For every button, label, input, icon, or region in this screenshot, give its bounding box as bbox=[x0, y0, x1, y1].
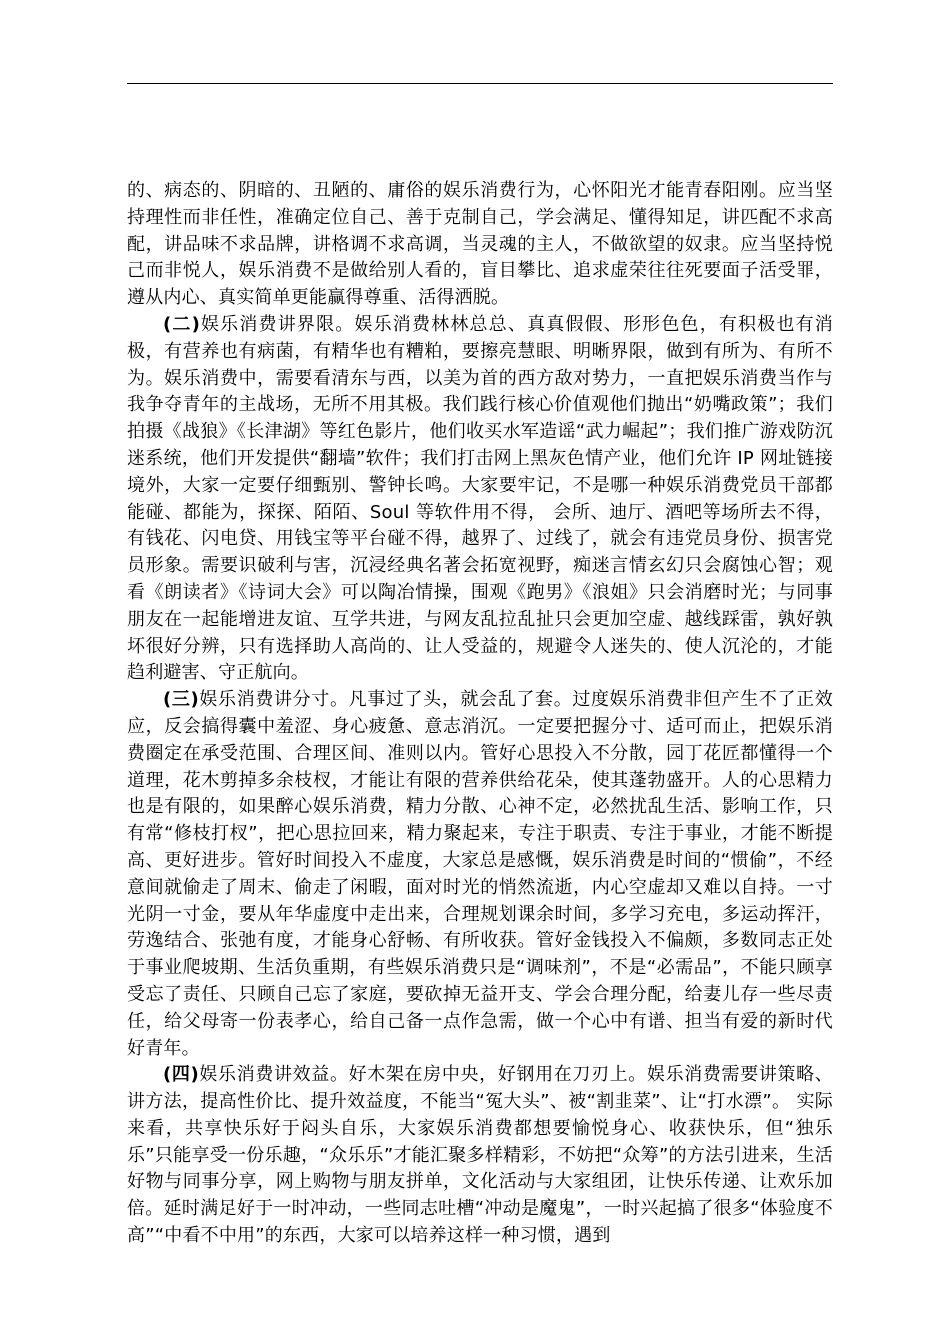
paragraph-4 bbox=[127, 1062, 833, 1250]
document-body bbox=[127, 178, 833, 1250]
paragraph-text: 娱乐消费讲分寸。凡事过了头，就会乱了套。过度娱乐消费非但产生不了正效应，反会搞得囊中羞涩、身心疲惫、意志消沉。一定要把握分寸、适可而止，把娱乐消费圈定在承受范围、合理区间、准则以内。管好心思投入不分散，园丁花匠都懂得一个道理，花木剪掉多余枝杈，才能让有限的营养供给花朵，使其蓬勃盛开。人的心思精力也是有限的，如果醉心娱乐消费，精力分散、心神不定，必然扰乱生活、影响工作，只有常“修枝打杈”，把心思拉回来，精力聚起来，专注于职责、专注于事业，才能不断提高、更好进步。管好时间投入不虚度，大家总是感慨，娱乐消费是时间的“惯偷”，不经意间就偷走了周末、偷走了闲暇，面对时光的悄然流逝，内心空虚却又难以自持。一寸光阴一寸金，要从年华虚度中走出来，合理规划课余时间，多学习充电，多运动挥汗，劳逸结合、张弛有度，才能身心舒畅、有所收获。管好金钱投入不偏颇，多数同志正处于事业爬坡期、生活负重期，有些娱乐消费只是“调味剂”，不是“必需品”，不能只顾享受忘了责任、只顾自己忘了家庭，要砍掉无益开支、学会合理分配，给妻儿存一些尽责任，给父母寄一份表孝心，给自己备一点作急需，做一个心中有谱、担当有爱的新时代好青年。 bbox=[127, 689, 833, 1059]
paragraph-text: 的、病态的、阴暗的、丑陋的、庸俗的娱乐消费行为，心怀阳光才能青春阳刚。应当坚持理性而非任性，准确定位自己、善于克制自己，学会满足、懂得知足，讲匹配不求高配，讲品味不求品牌，讲格调不求高调，当灵魂的主人，不做欲望的奴隶。应当坚持悦己而非悦人，娱乐消费不是做给别人看的，盲目攀比、追求虚荣往往死要面子活受罪，遵从内心、真实简单更能赢得尊重、活得洒脱。 bbox=[127, 180, 833, 309]
paragraph-1 bbox=[127, 178, 833, 312]
section-marker: (二) bbox=[163, 313, 201, 335]
paragraph-text: 娱乐消费讲效益。好木架在房中央，好钢用在刀刃上。娱乐消费需要讲策略、讲方法，提高性价比、提升效益度，不能当“冤大头”、被“割韭菜”、让“打水漂”。 实际来看，共享快乐好于闷头自乐，大家娱乐消费都想要愉悦身心、收获快乐，但“独乐乐”只能享受一份乐趣，“众乐乐”才能汇聚多样精彩，不妨把“众筹”的方法引进来，生活好物与同事分享，网上购物与朋友拼单，文化活动与大家组团，让快乐传递、让欢乐加倍。延时满足好于一时冲动，一些同志吐槽“冲动是魔鬼”，一时兴起搞了很多“体验度不高”“中看不中用”的东西，大家可以培养这样一种习惯，遇到 bbox=[127, 1064, 833, 1247]
section-marker: (四) bbox=[163, 1064, 199, 1086]
paragraph-text: 娱乐消费讲界限。娱乐消费林林总总、真真假假、形形色色，有积极也有消极，有营养也有病菌，有精华也有糟粕，要擦亮慧眼、明晰界限，做到有所为、有所不为。娱乐消费中，需要看清东与西，以美为首的西方敌对势力，一直把娱乐消费当作与我争夺青年的主战场，无所不用其极。我们践行核心价值观他们抛出“奶嘴政策”；我们拍摄《战狼》《长津湖》等红色影片，他们收买水军造谣“武力崛起”；我们推广游戏防沉迷系统，他们开发提供“翻墙”软件；我们打击网上黑灰色情产业，他们允许 IP 网址链接境外，大家一定要仔细甄别、警钟长鸣。大家要牢记，不是哪一种娱乐消费党员干部都能碰、都能为，探探、陌陌、Soul 等软件用不得， 会所、迪厅、酒吧等场所去不得， 有钱花、闪电贷、用钱宝等平台碰不得，越界了、过线了，就会有违党员身份、损害党员形象。需要识破利与害，沉浸经典名著会拓宽视野，痴迷言情玄幻只会腐蚀心智；观看《朗读者》《诗词大会》可以陶冶情操，围观《跑男》《浪姐》只会消磨时光；与同事朋友在一起能增进友谊、互学共进，与网友乱拉乱扯只会更加空虚、越线踩雷，孰好孰坏很好分辨，只有选择助人高尚的、让人受益的，规避令人迷失的、使人沉沦的，才能趋利避害、守正航向。 bbox=[127, 313, 833, 684]
paragraph-2 bbox=[127, 312, 833, 687]
section-marker: (三) bbox=[163, 689, 199, 711]
header-rule bbox=[127, 83, 833, 84]
paragraph-3 bbox=[127, 687, 833, 1062]
